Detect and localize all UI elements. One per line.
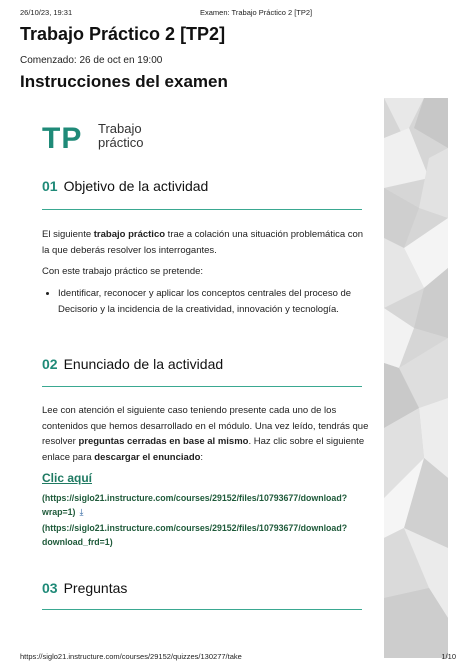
download-link[interactable]: Clic aquí (42, 471, 93, 485)
section-divider (42, 386, 362, 387)
print-datetime: 26/10/23, 19:31 (20, 8, 73, 17)
section-number: 02 (42, 356, 58, 372)
download-url-direct[interactable]: (https://siglo21.instructure.com/courses/29152/files/10793677/download?download_frd=1) (42, 523, 348, 547)
objective-paragraph: El siguiente trabajo práctico trae a colación una situación problemática con la que deberás resolver los interrogantes. (42, 229, 364, 256)
tp-logo-line2: práctico (98, 135, 144, 150)
print-title: Examen: Trabajo Práctico 2 [TP2] (200, 8, 313, 17)
section-number: 01 (42, 178, 58, 194)
page-number: 1/10 (441, 652, 456, 661)
section-objective-heading (42, 178, 208, 194)
section-title: Preguntas (63, 580, 128, 596)
instructions-heading: Instrucciones del examen (20, 72, 228, 91)
print-header (20, 8, 456, 20)
print-footer (20, 652, 456, 664)
instructions-card (20, 98, 384, 658)
section-title: Objetivo de la actividad (63, 178, 209, 194)
section-number: 03 (42, 580, 58, 596)
section-statement-heading (42, 356, 223, 372)
tp-logo: TP (42, 122, 83, 155)
decorative-side-image (384, 98, 448, 658)
objective-intro: Con este trabajo práctico se pretende: (42, 266, 204, 277)
page-title: Trabajo Práctico 2 [TP2] (20, 24, 226, 44)
geometric-pattern (384, 98, 448, 658)
section-questions-heading (42, 580, 127, 596)
section-divider (42, 209, 362, 210)
objective-list (42, 286, 372, 317)
section-divider (42, 609, 362, 610)
tp-logo-text (98, 122, 144, 150)
download-url-wrap[interactable]: (https://siglo21.instructure.com/courses/29152/files/10793677/download?wrap=1) ⤓ (42, 493, 348, 517)
print-url: https://siglo21.instructure.com/courses/29152/quizzes/130277/take (20, 652, 242, 661)
tp-logo-line1: Trabajo (98, 121, 142, 136)
list-item: • Identificar, reconocer y aplicar los conceptos centrales del proceso de Decisorio y la incidencia de la creatividad, innovación y tecnología. (58, 286, 372, 317)
started-timestamp: Comenzado: 26 de oct en 19:00 (20, 55, 163, 66)
download-icon[interactable]: ⤓ (79, 507, 84, 517)
section-title: Enunciado de la actividad (63, 356, 224, 372)
statement-paragraph: Lee con atención el siguiente caso teniendo presente cada uno de los contenidos que hemos desarrollado en el módulo. Una vez leído, tendrás que resolver preguntas cerradas en base al mismo. Haz clic sobre el siguiente enlace para descargar el enunciado: (42, 405, 369, 463)
